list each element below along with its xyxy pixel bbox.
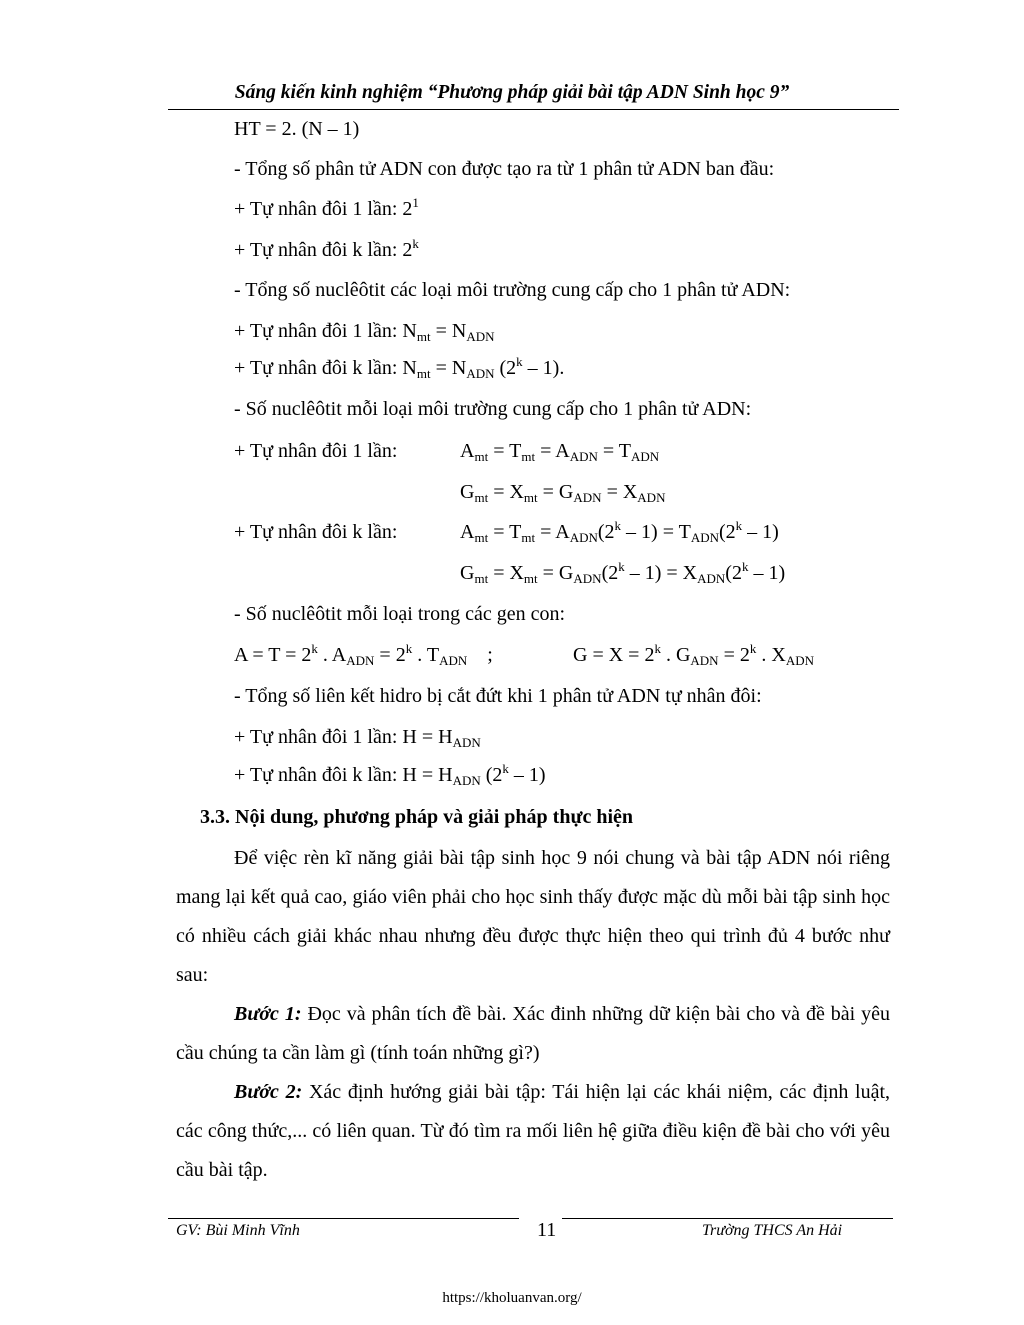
formula-line: $G = X = 2^k$ . $G_{ADN} = 2^k$ . $X_{ADN}$ bbox=[573, 641, 814, 668]
formula-line: + Tự nhân đôi 1 lần: $H = H_{ADN}$ bbox=[234, 726, 481, 750]
footer-rule-right bbox=[562, 1218, 893, 1219]
footer-rule-left bbox=[168, 1218, 519, 1219]
text-line: + Tự nhân đôi k lần: 2$^k$ bbox=[234, 236, 419, 261]
text-line: - Tổng số liên kết hidro bị cắt đứt khi 1 phân tử ADN tự nhân đôi: bbox=[234, 685, 762, 707]
paragraph-step-1: Bước 1: Đọc và phân tích đề bài. Xác đinh những dữ kiện bài cho và đề bài yêu cầu chúng ta cần làm gì (tính toán những gì?) bbox=[176, 1003, 890, 1064]
text-line: - Tổng số phân tử ADN con được tạo ra từ 1 phân tử ADN ban đầu: bbox=[234, 158, 775, 180]
footer-school: Trường THCS An Hải bbox=[702, 1222, 843, 1239]
text-line: - Số nuclêôtit mỗi loại trong các gen con: bbox=[234, 603, 566, 625]
formula-ht: HT = 2. (N – 1) bbox=[234, 118, 360, 140]
formula-line: + Tự nhân đôi 1 lần: $N_{mt} = N_{ADN}$ bbox=[234, 320, 495, 344]
body-paragraphs bbox=[176, 839, 890, 1190]
text-line: + Tự nhân đôi 1 lần: $2^1$ bbox=[234, 195, 419, 220]
formula-line: + Tự nhân đôi k lần: $N_{mt} = N_{ADN}$ (2$^k$ – 1). bbox=[234, 354, 565, 381]
header-rule bbox=[168, 109, 899, 110]
formula-line: $A_{mt} = T_{mt} = A_{ADN}(2^k - 1) = T_{ADN}(2^k - 1)$ bbox=[460, 518, 779, 545]
footer-author: GV: Bùi Minh Vĩnh bbox=[176, 1222, 300, 1239]
formula-line: $G_{mt} = X_{mt} = G_{ADN}(2^k - 1) = X_{ADN}(2^k - 1)$ bbox=[460, 559, 786, 586]
formula-line: $A_{mt} = T_{mt} = A_{ADN} = T_{ADN}$ bbox=[460, 440, 660, 464]
text-line: + Tự nhân đôi 1 lần: bbox=[234, 440, 398, 462]
page-header: Sáng kiến kinh nghiệm “Phương pháp giải bài tập ADN Sinh học 9” bbox=[234, 82, 790, 103]
paragraph-step-2: Bước 2: Xác định hướng giải bài tập: Tái hiện lại các khái niệm, các định luật, các công thức,... có liên quan. Từ đó tìm ra mối liên hệ giữa điều kiện đề bài cho với yêu cầu bài tập. bbox=[176, 1081, 891, 1181]
formula-line: $A = T = 2^k$ . $A_{ADN} = 2^k$ . $T_{ADN}$ ; bbox=[234, 641, 493, 668]
section-heading: 3.3. Nội dung, phương pháp và giải pháp thực hiện bbox=[200, 806, 634, 828]
text-line: - Số nuclêôtit mỗi loại môi trường cung cấp cho 1 phân tử ADN: bbox=[234, 398, 752, 420]
formula-line: + Tự nhân đôi k lần: $H = H_{ADN}$ (2$^k$ – 1) bbox=[234, 761, 546, 788]
source-url[interactable]: https://kholuanvan.org/ bbox=[442, 1290, 582, 1306]
text-line: - Tổng số nuclêôtit các loại môi trường cung cấp cho 1 phân tử ADN: bbox=[234, 279, 791, 301]
page-number: 11 bbox=[537, 1219, 557, 1241]
formula-line: $G_{mt} = X_{mt} = G_{ADN} = X_{ADN}$ bbox=[460, 481, 666, 505]
paragraph: Để việc rèn kĩ năng giải bài tập sinh học 9 nói chung và bài tập ADN nói riêng mang lại kết quả cao, giáo viên phải cho học sinh thấy được mặc dù mỗi bài tập sinh học có nhiều cách giải khác nhau nhưng đều được thực hiện theo qui trình đủ 4 bước như sau: bbox=[176, 847, 890, 986]
text-line: + Tự nhân đôi k lần: bbox=[234, 521, 398, 543]
